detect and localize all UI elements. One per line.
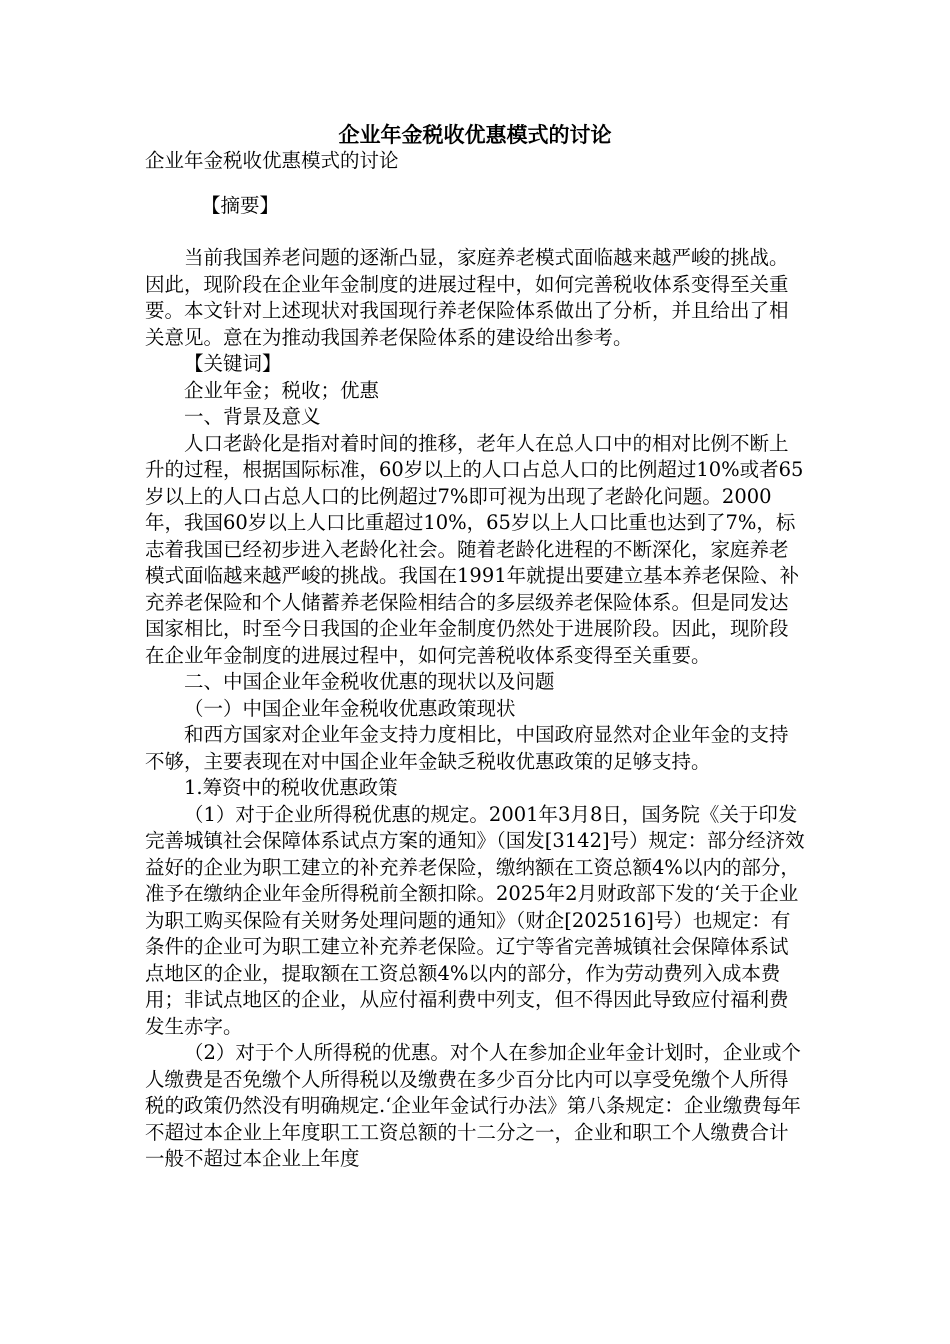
keywords-heading: 【关键词】: [184, 352, 282, 375]
subtitle-line: 企业年金税收优惠模式的讨论: [145, 149, 399, 172]
keywords-text: 企业年金；税收；优惠: [184, 378, 380, 402]
subsection-1-paragraph: 和西方国家对企业年金支持力度相比，中国政府显然对企业年金的支持不够，主要表现在对中国企业年金缺乏税收优惠政策的足够支持。: [145, 723, 789, 773]
item-2-paragraph: （2）对于个人所得税的优惠。对个人在参加企业年金计划时，企业或个人缴费是否免缴个人所得税以及缴费在多少百分比内可以享受免缴个人所得税的政策仍然没有明确规定.‘企业年金试行办法》第八条规定：企业缴费每年不超过本企业上年度职工工资总额的十二分之一，企业和职工个人缴费合计一般不超过本企业上年度: [145, 1041, 801, 1170]
document-title: 企业年金税收优惠模式的讨论: [338, 123, 612, 147]
subsection-heading-1: （一）中国企业年金税收优惠政策现状: [184, 696, 516, 720]
document-body: [145, 148, 805, 1173]
section-heading-1: 一、背景及意义: [184, 405, 321, 428]
item-1-paragraph: （1）对于企业所得税优惠的规定。2001年3月8日，国务院《关于印发完善城镇社会保障体系试点方案的通知》（国发[3142]号）规定：部分经济效益好的企业为职工建立的补充养老保险，缴纳额在工资总额4%以内的部分，准予在缴纳企业年金所得税前全额扣除。2025年2月财政部下发的‘关于企业为职工购买保险有关财务处理问题的通知》（财企[202516]号）也规定：有条件的企业可为职工建立补充养老保险。辽宁等省完善城镇社会保障体系试点地区的企业，提取额在工资总额4%以内的部分，作为劳动费列入成本费用；非试点地区的企业，从应付福利费中列支，但不得因此导致应付福利费发生赤字。: [145, 802, 805, 1038]
section-1-paragraph: 人口老龄化是指对着时间的推移，老年人在总人口中的相对比例不断上升的过程，根据国际标准，60岁以上的人口占总人口的比例超过10%或者65岁以上的人口占总人口的比例超过7%即可视为出现了老龄化问题。2000年，我国60岁以上人口比重超过10%，65岁以上人口比重也达到了7%，标志着我国已经初步进入老龄化社会。随着老龄化进程的不断深化，家庭养老模式面临越来越严峻的挑战。我国在1991年就提出要建立基本养老保险、补充养老保险和个人储蓄养老保险相结合的多层级养老保险体系。但是同发达国家相比，时至今日我国的企业年金制度仍然处于进展阶段。因此，现阶段在企业年金制度的进展过程中，如何完善税收体系变得至关重要。: [145, 431, 804, 667]
abstract-heading: 【摘要】: [201, 193, 280, 217]
item-heading-1: 1.筹资中的税收优惠政策: [184, 776, 398, 799]
abstract-text: 当前我国养老问题的逐渐凸显，家庭养老模式面临越来越严峻的挑战。因此，现阶段在企业年金制度的进展过程中，如何完善税收体系变得至关重要。本文针对上述现状对我国现行养老保险体系做出了分析，并且给出了相关意见。意在为推动我国养老保险体系的建设给出参考。: [145, 246, 789, 349]
section-heading-2: 二、中国企业年金税收优惠的现状以及问题: [184, 670, 555, 693]
